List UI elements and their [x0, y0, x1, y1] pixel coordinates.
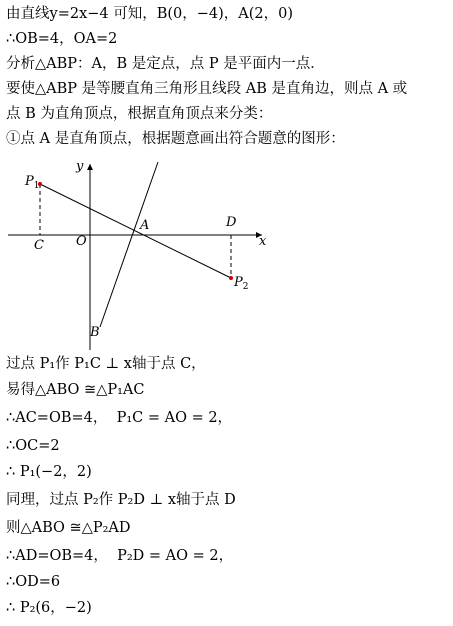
solution-line-6: 同理，过点 P₂作 P₂D ⊥ x轴于点 D	[6, 492, 236, 508]
text-line-1: 由直线y=2x−4 可知，B(0，−4)，A(2，0)	[6, 6, 294, 22]
label-a: A	[140, 218, 150, 233]
solution-line-9: ∴OD=6	[6, 574, 61, 590]
text-line-5: 点 B 为直角顶点，根据直角顶点来分类：	[6, 106, 273, 122]
label-d: D	[226, 215, 237, 230]
solution-line-3: ∴AC=OB=4， P₁C = AO = 2，	[6, 410, 233, 426]
solution-line-5: ∴ P₁(−2，2)	[6, 464, 92, 480]
text-line-2: ∴OB=4，OA=2	[6, 31, 118, 47]
label-c: C	[34, 238, 44, 253]
text-line-6: ①点 A 是直角顶点，根据题意画出符合题意的图形：	[6, 131, 345, 147]
solution-line-8: ∴AD=OB=4， P₂D = AO = 2，	[6, 548, 234, 564]
text-line-3: 分析△ABP：A，B 是定点，点 P 是平面内一点．	[6, 56, 325, 72]
label-b: B	[90, 325, 100, 340]
point-p2	[229, 276, 233, 280]
label-p1: $P_1$	[25, 174, 40, 191]
geometry-figure	[0, 152, 453, 352]
text-line-4: 要使△ABP 是等腰直角三角形且线段 AB 是直角边，则点 A 或	[6, 81, 408, 97]
solution-line-10: ∴ P₂(6，−2)	[6, 600, 92, 616]
solution-line-4: ∴OC=2	[6, 438, 60, 454]
solution-line-7: 则△ABO ≅△P₂AD	[6, 520, 131, 536]
solution-line-1: 过点 P₁作 P₁C ⊥ x轴于点 C，	[6, 356, 206, 372]
label-o: O	[76, 234, 87, 249]
solution-line-2: 易得△ABO ≅△P₁AC	[6, 382, 145, 398]
line-p1-p2	[40, 184, 231, 278]
line-ab	[100, 162, 158, 327]
label-p2: $P_2$	[234, 275, 249, 292]
label-y: y	[76, 159, 84, 174]
label-x: x	[259, 234, 267, 249]
